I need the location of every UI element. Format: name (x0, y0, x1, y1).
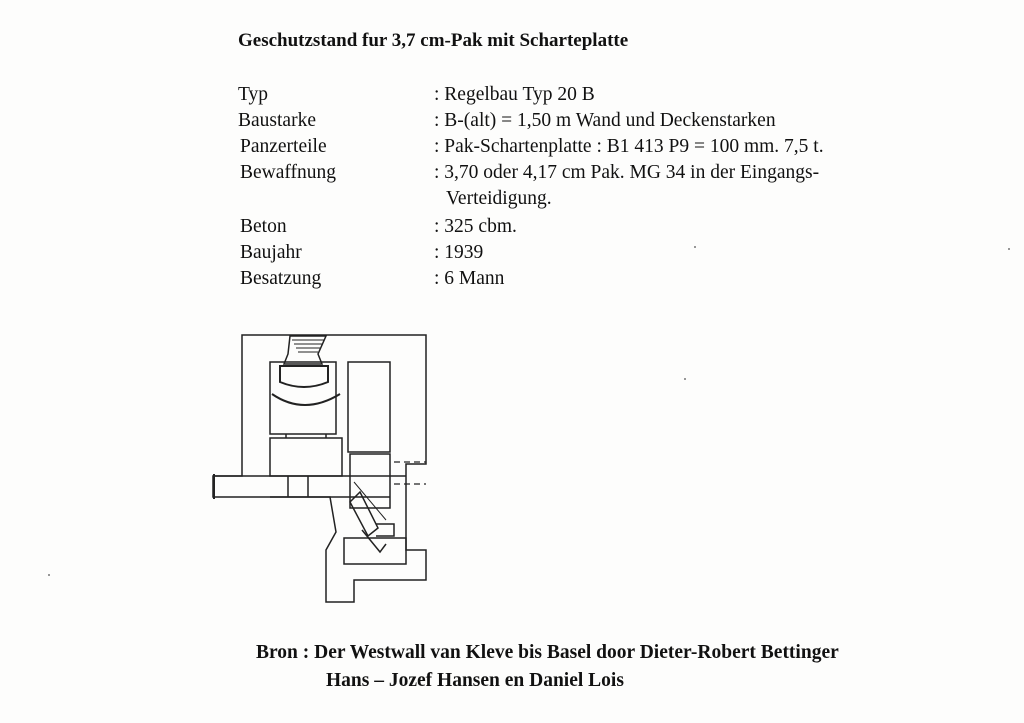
spec-label: Baujahr (240, 242, 302, 263)
crew-room (270, 438, 342, 476)
spec-value: : 325 cbm. (434, 216, 517, 237)
bunker-floor-plan (210, 332, 440, 608)
spec-value-continuation: Verteidigung. (446, 188, 552, 209)
mg-embrasure (350, 492, 378, 536)
entrance-block (350, 454, 390, 508)
spec-label: Baustarke (238, 110, 316, 131)
document-title: Geschutzstand fur 3,7 cm-Pak mit Scharteplatte (238, 30, 629, 51)
spec-value: : Pak-Schartenplatte : B1 413 P9 = 100 mm. 7,5 t. (434, 136, 824, 157)
spec-value: : Regelbau Typ 20 B (434, 84, 595, 105)
spec-label: Typ (238, 84, 269, 105)
spec-value: : 6 Mann (434, 268, 505, 289)
spec-value: : B-(alt) = 1,50 m Wand und Deckenstarken (434, 110, 776, 131)
spec-value: : 1939 (434, 242, 484, 263)
scan-speck (1008, 248, 1010, 250)
source-line-1: Bron : Der Westwall van Kleve bis Basel door Dieter-Robert Bettinger (256, 642, 839, 663)
spec-label: Bewaffnung (240, 162, 337, 183)
outer-wall (213, 335, 426, 602)
spec-label: Panzerteile (240, 136, 327, 157)
scan-speck (684, 378, 686, 380)
scan-speck (694, 246, 696, 248)
spec-label: Besatzung (240, 268, 322, 289)
spec-label: Beton (240, 216, 287, 237)
spec-value: : 3,70 oder 4,17 cm Pak. MG 34 in der Eingangs- (434, 162, 820, 183)
ammo-store (348, 362, 390, 452)
scan-speck (48, 574, 50, 576)
source-line-2: Hans – Jozef Hansen en Daniel Lois (326, 670, 624, 691)
